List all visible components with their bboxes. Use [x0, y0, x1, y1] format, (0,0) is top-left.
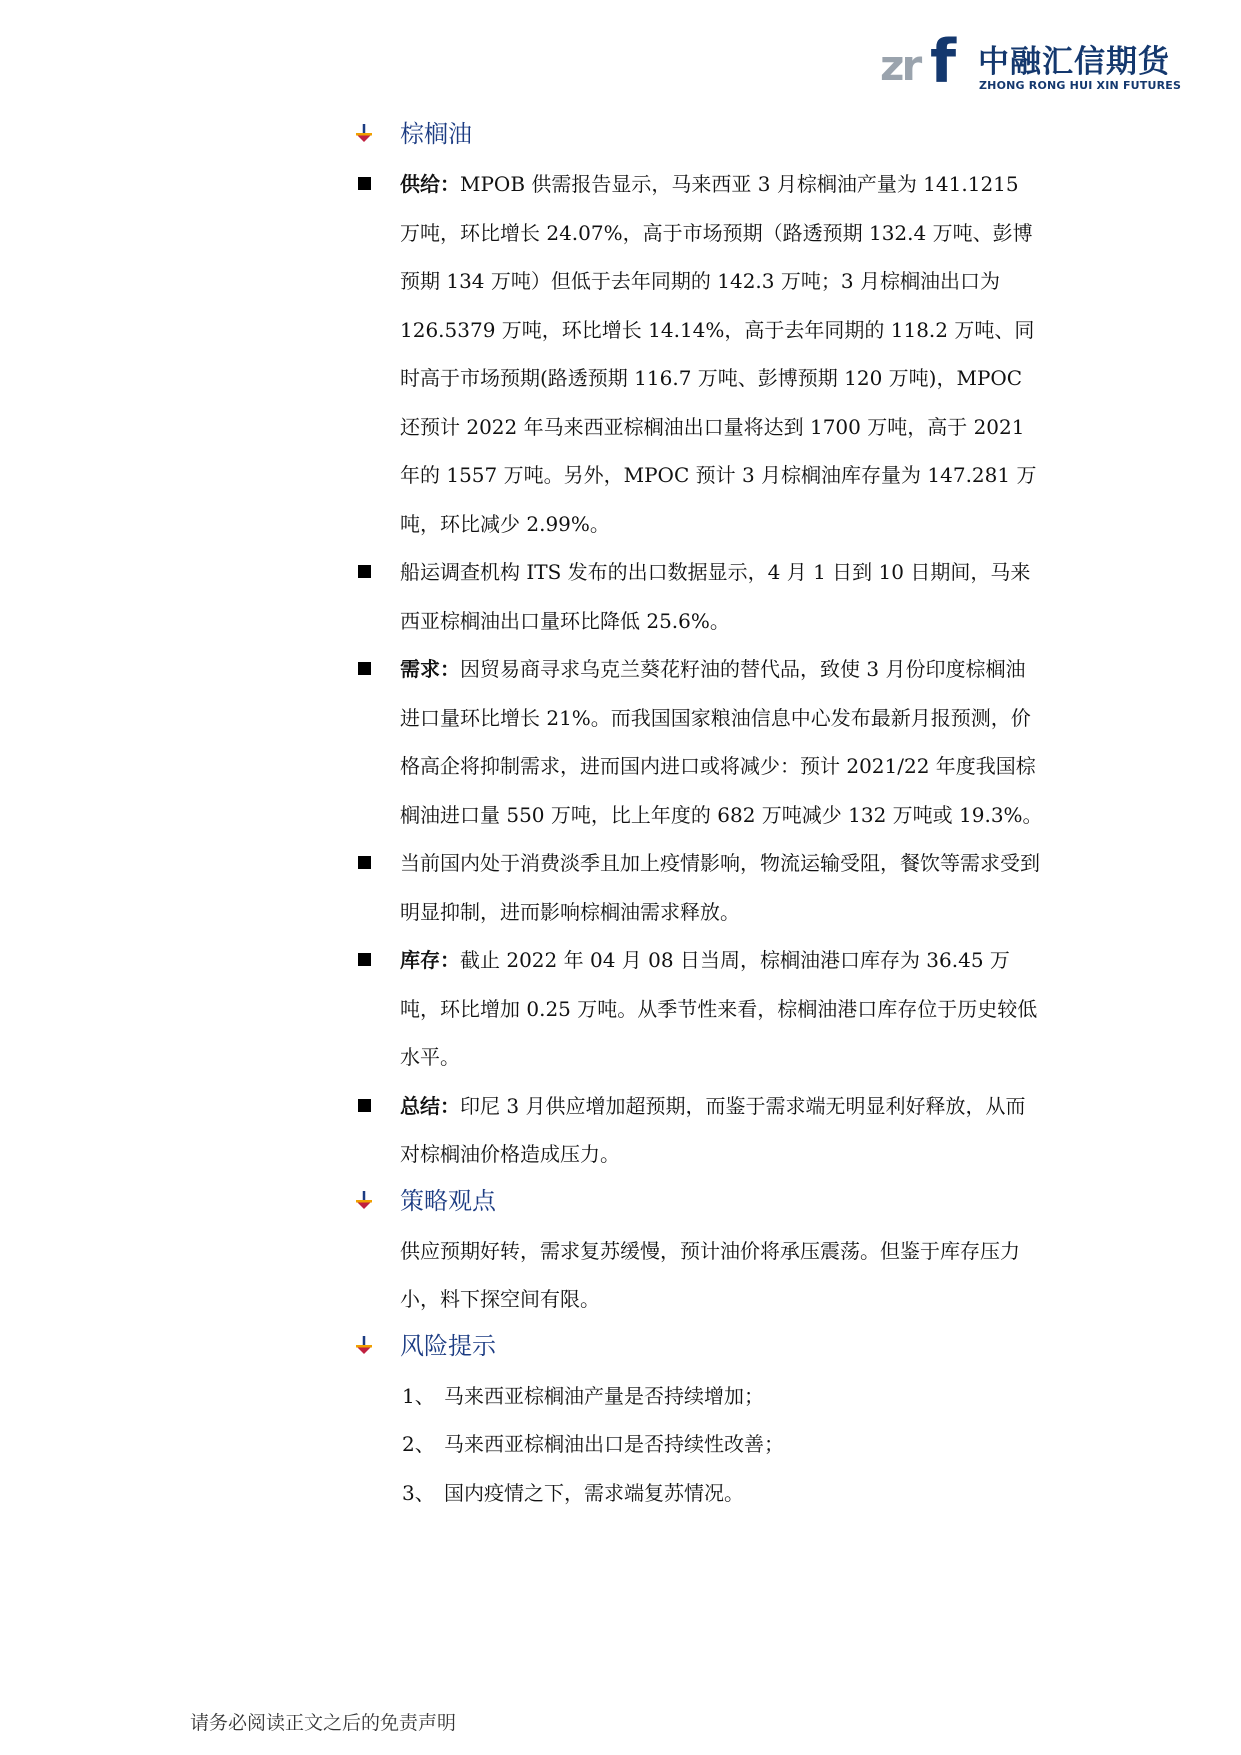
risk-item	[354, 1372, 1044, 1421]
item-text: 印尼 3 月供应增加超预期，而鉴于需求端无明显利好释放，从而对棕榈油价格造成压力。	[400, 1093, 1026, 1166]
strategy-text: 供应预期好转，需求复苏缓慢，预计油价将承压震荡。但鉴于库存压力小，料下探空间有限。	[400, 1238, 1020, 1311]
item-text: 因贸易商寻求乌克兰葵花籽油的替代品，致使 3 月份印度棕榈油进口量环比增长 21%。而我国国家粮油信息中心发布最新月报预测，价格高企将抑制需求，进而国内进口或将减少：预计 2021/22 年度我国棕榈油进口量 550 万吨，比上年度的 682 万吨减少 132 万吨或 19.3%。	[400, 657, 1043, 827]
arrow-bullet-icon	[354, 124, 374, 144]
list-item	[354, 645, 1044, 839]
item-label: 库存：	[400, 948, 460, 972]
risk-text: 马来西亚棕榈油产量是否持续增加；	[444, 1383, 764, 1408]
square-bullet-icon	[358, 1099, 371, 1112]
list-item	[354, 1082, 1044, 1179]
zrf-logo-icon	[880, 27, 970, 97]
item-label: 总结：	[400, 1093, 460, 1118]
section-heading-strategy	[354, 1179, 1044, 1227]
item-text: 船运调查机构 ITS 发布的出口数据显示，4 月 1 日到 10 日期间，马来西亚棕榈油出口量环比降低 25.6%。	[400, 560, 1031, 633]
risk-number: 1、	[402, 1383, 435, 1408]
risk-number: 2、	[402, 1432, 435, 1456]
item-text: 截止 2022 年 04 月 08 日当周，棕榈油港口库存为 36.45 万吨，环比增加 0.25 万吨。从季节性来看，棕榈油港口库存位于历史较低水平。	[400, 948, 1038, 1069]
risk-item	[354, 1420, 1044, 1469]
logo-english-name: ZHONG RONG HUI XIN FUTURES	[979, 79, 1182, 92]
section-heading-palm	[354, 112, 1044, 160]
section-title: 风险提示	[400, 1331, 496, 1360]
section-title: 策略观点	[400, 1186, 496, 1215]
section-heading-risk	[354, 1324, 1044, 1372]
list-item	[354, 936, 1044, 1082]
risk-item	[354, 1469, 1044, 1518]
svg-text:zr: zr	[880, 41, 920, 90]
square-bullet-icon	[358, 662, 371, 675]
footer-disclaimer: 请务必阅读正文之后的免责声明	[190, 1712, 457, 1734]
square-bullet-icon	[358, 953, 371, 966]
arrow-bullet-icon	[354, 1336, 374, 1356]
item-text: MPOB 供需报告显示，马来西亚 3 月棕榈油产量为 141.1215 万吨，环比增长 24.07%，高于市场预期（路透预期 132.4 万吨、彭博预期 134 万吨）但低于去年同期的 142.3 万吨；3 月棕榈油出口为 126.5379 万吨，环比增长 14.14%，高于去年同期的 118.2 万吨、同时高于市场预期(路透预期 116.7 万吨、彭博预期 120 万吨)，MPOC 还预计 2022 年马来西亚棕榈油出口量将达到 1700 万吨，高于 2021 年的 1557 万吨。另外，MPOC 预计 3 月棕榈油库存量为 147.281 万吨，环比减少 2.99%。	[400, 172, 1037, 536]
list-item	[354, 160, 1044, 548]
risk-number: 3、	[402, 1480, 435, 1505]
item-label: 供给：	[400, 172, 460, 196]
arrow-bullet-icon	[354, 1191, 374, 1211]
square-bullet-icon	[358, 856, 371, 869]
square-bullet-icon	[358, 565, 371, 578]
risk-text: 国内疫情之下，需求端复苏情况。	[444, 1480, 744, 1505]
company-logo	[880, 27, 1182, 97]
list-item	[354, 839, 1044, 936]
list-item	[354, 548, 1044, 645]
square-bullet-icon	[358, 177, 371, 190]
logo-chinese-name: 中融汇信期货	[978, 44, 1170, 80]
item-text: 当前国内处于消费淡季且加上疫情影响，物流运输受阻，餐饮等需求受到明显抑制，进而影响棕榈油需求释放。	[400, 851, 1040, 924]
report-content	[354, 112, 1044, 1517]
item-label: 需求：	[400, 657, 460, 681]
section-title: 棕榈油	[400, 120, 472, 148]
svg-text:f: f	[930, 27, 957, 97]
risk-text: 马来西亚棕榈油出口是否持续性改善；	[444, 1432, 784, 1456]
